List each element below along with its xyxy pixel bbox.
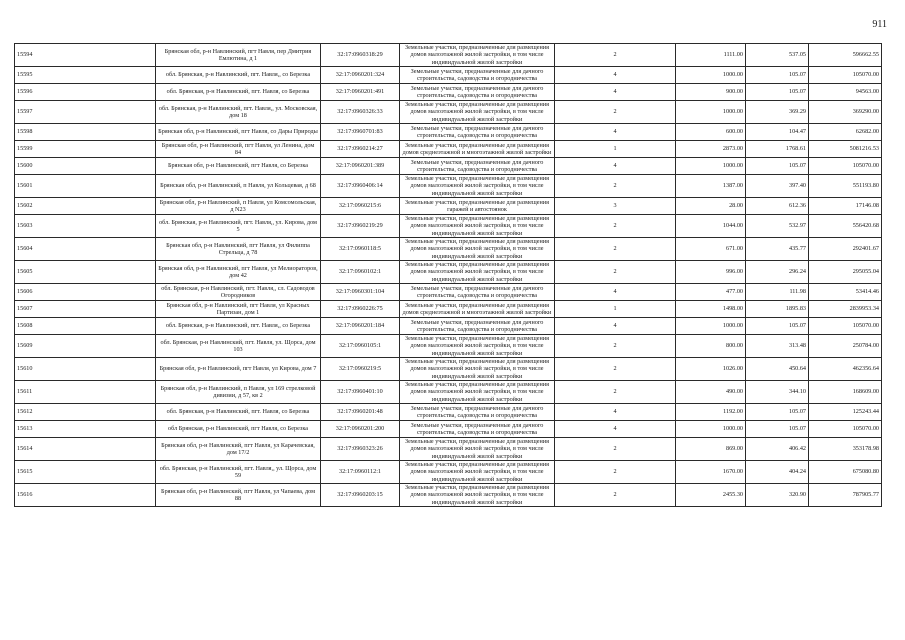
cadastral-number: 32:17:0960301:104	[321, 284, 400, 301]
table-row	[15, 335, 882, 358]
record-id: 15604	[15, 238, 156, 261]
unit-rate: 404.24	[746, 461, 809, 484]
address-cell: обл. Брянская, р-н Навлинский, пгт. Навля,, со Березка	[156, 67, 321, 84]
land-use-type: Земельные участки, предназначенные для дачного строительства, садоводства и огородничества	[400, 84, 555, 101]
cadastral-number: 32:17:0960323:26	[321, 438, 400, 461]
cadastral-value: 94563.00	[809, 84, 882, 101]
address-cell: Брянская обл, р-н Навлинский, пгт Навля, ул Филиппа Стрельца, д 78	[156, 238, 321, 261]
cadastral-value: 551193.80	[809, 175, 882, 198]
unit-rate: 105.07	[746, 84, 809, 101]
record-id: 15615	[15, 461, 156, 484]
cadastral-number: 32:17:0960701:83	[321, 124, 400, 141]
cadastral-number: 32:17:0960406:14	[321, 175, 400, 198]
area-value: 600.00	[676, 124, 746, 141]
category-code: 2	[555, 238, 676, 261]
land-use-type: Земельные участки, предназначенные для размещения домов малоэтажной жилой застройки, в том числе индивидуальной жилой застройки	[400, 461, 555, 484]
unit-rate: 105.07	[746, 404, 809, 421]
table-row	[15, 124, 882, 141]
cadastral-number: 32:17:0960201:48	[321, 404, 400, 421]
land-use-type: Земельные участки, предназначенные для размещения домов малоэтажной жилой застройки, в том числе индивидуальной жилой застройки	[400, 215, 555, 238]
cadastral-value: 353178.98	[809, 438, 882, 461]
record-id: 15600	[15, 158, 156, 175]
land-use-type: Земельные участки, предназначенные для дачного строительства, садоводства и огородничества	[400, 318, 555, 335]
address-cell: обл. Брянская, р-н Навлинский, пгт. Навля,, сл. Садоводов Огородников	[156, 284, 321, 301]
address-cell: Брянская обл, р-н Навлинский, пгт Навля, ул Ленина, дом 84	[156, 141, 321, 158]
table-row	[15, 358, 882, 381]
address-cell: обл. Брянская, р-н Навлинский, пгт. Навля,, со Березка	[156, 318, 321, 335]
unit-rate: 105.07	[746, 158, 809, 175]
address-cell: обл. Брянская, р-н Навлинский, пгт. Навля, со Березка	[156, 404, 321, 421]
cadastral-value: 105070.00	[809, 421, 882, 438]
cadastral-value: 462356.64	[809, 358, 882, 381]
unit-rate: 1895.83	[746, 301, 809, 318]
unit-rate: 369.29	[746, 101, 809, 124]
table-row	[15, 461, 882, 484]
unit-rate: 105.07	[746, 67, 809, 84]
cadastral-value: 292401.67	[809, 238, 882, 261]
land-use-type: Земельные участки, предназначенные для размещения домов среднеэтажной и многоэтажной жилой застройки	[400, 301, 555, 318]
land-use-type: Земельные участки, предназначенные для размещения домов малоэтажной жилой застройки, в том числе индивидуальной жилой застройки	[400, 358, 555, 381]
cadastral-number: 32:17:0960219:29	[321, 215, 400, 238]
cadastral-value: 250784.00	[809, 335, 882, 358]
record-id: 15602	[15, 198, 156, 215]
table-row	[15, 141, 882, 158]
cadastral-number: 32:17:0960118:5	[321, 238, 400, 261]
cadastral-number: 32:17:0960401:10	[321, 381, 400, 404]
table-row	[15, 198, 882, 215]
cadastral-value: 125243.44	[809, 404, 882, 421]
table-row	[15, 261, 882, 284]
record-id: 15603	[15, 215, 156, 238]
cadastral-number: 32:17:0960112:1	[321, 461, 400, 484]
address-cell: Брянская обл, р-н Навлинский, пгт Навля, ул Карачевская, дом 17/2	[156, 438, 321, 461]
record-id: 15613	[15, 421, 156, 438]
unit-rate: 344.10	[746, 381, 809, 404]
unit-rate: 537.05	[746, 44, 809, 67]
category-code: 4	[555, 124, 676, 141]
cadastral-value: 62682.00	[809, 124, 882, 141]
cadastral-number: 32:17:0960201:324	[321, 67, 400, 84]
land-use-type: Земельные участки, предназначенные для дачного строительства, садоводства и огородничества	[400, 284, 555, 301]
land-use-type: Земельные участки, предназначенные для размещения домов малоэтажной жилой застройки, в том числе индивидуальной жилой застройки	[400, 438, 555, 461]
land-use-type: Земельные участки, предназначенные для размещения домов малоэтажной жилой застройки, в том числе индивидуальной жилой застройки	[400, 484, 555, 507]
area-value: 2873.00	[676, 141, 746, 158]
area-value: 28.00	[676, 198, 746, 215]
area-value: 900.00	[676, 84, 746, 101]
area-value: 1026.00	[676, 358, 746, 381]
cadastral-value: 17146.08	[809, 198, 882, 215]
unit-rate: 105.07	[746, 318, 809, 335]
record-id: 15596	[15, 84, 156, 101]
address-cell: Брянская обл, р-н Навлинский, пгт Навля, со Дары Природы	[156, 124, 321, 141]
unit-rate: 450.64	[746, 358, 809, 381]
cadastral-number: 32:17:0960201:389	[321, 158, 400, 175]
table-row	[15, 438, 882, 461]
area-value: 1000.00	[676, 67, 746, 84]
address-cell: Брянская обл, р-н Навлинский, пгт Навля, ул Мелиораторов, дом 42	[156, 261, 321, 284]
category-code: 4	[555, 318, 676, 335]
record-id: 15605	[15, 261, 156, 284]
record-id: 15599	[15, 141, 156, 158]
table-row	[15, 301, 882, 318]
category-code: 4	[555, 404, 676, 421]
area-value: 1044.00	[676, 215, 746, 238]
land-use-type: Земельные участки, предназначенные для дачного строительства, садоводства и огородничества	[400, 404, 555, 421]
record-id: 15611	[15, 381, 156, 404]
table-row	[15, 404, 882, 421]
cadastral-value: 105070.00	[809, 67, 882, 84]
cadastral-value: 787905.77	[809, 484, 882, 507]
category-code: 1	[555, 301, 676, 318]
cadastral-value: 168609.00	[809, 381, 882, 404]
unit-rate: 105.07	[746, 421, 809, 438]
table-row	[15, 421, 882, 438]
record-id: 15606	[15, 284, 156, 301]
category-code: 4	[555, 421, 676, 438]
address-cell: Брянская обл, р-н Навлинский, п Навля, ул Кольцевая, д 68	[156, 175, 321, 198]
area-value: 1670.00	[676, 461, 746, 484]
unit-rate: 296.24	[746, 261, 809, 284]
cadastral-value: 675080.80	[809, 461, 882, 484]
unit-rate: 313.48	[746, 335, 809, 358]
category-code: 2	[555, 101, 676, 124]
record-id: 15607	[15, 301, 156, 318]
category-code: 4	[555, 158, 676, 175]
address-cell: обл. Брянская, р-н Навлинский, пгт. Навля, со Березка	[156, 84, 321, 101]
address-cell: Брянская обл, р-н Навлинский, пгт Навля, ул Кирова, дом 7	[156, 358, 321, 381]
table-row	[15, 67, 882, 84]
unit-rate: 406.42	[746, 438, 809, 461]
cadastral-number: 32:17:0960203:15	[321, 484, 400, 507]
record-id: 15616	[15, 484, 156, 507]
land-use-type: Земельные участки, предназначенные для дачного строительства, садоводства и огородничества	[400, 67, 555, 84]
table-row	[15, 284, 882, 301]
area-value: 1111.00	[676, 44, 746, 67]
table-row	[15, 215, 882, 238]
cadastral-value: 369290.00	[809, 101, 882, 124]
category-code: 2	[555, 215, 676, 238]
cadastral-value-table	[14, 43, 882, 507]
category-code: 4	[555, 67, 676, 84]
cadastral-value: 105070.00	[809, 318, 882, 335]
cadastral-value: 2839953.34	[809, 301, 882, 318]
address-cell: обл. Брянская, р-н Навлинский, пгт. Навля,, ул. Московская, дом 18	[156, 101, 321, 124]
cadastral-number: 32:17:0960201:491	[321, 84, 400, 101]
address-cell: Брянская обл, р-н Навлинский, пгт Навля, ул Красных Партизан, дом 1	[156, 301, 321, 318]
unit-rate: 320.90	[746, 484, 809, 507]
record-id: 15612	[15, 404, 156, 421]
category-code: 2	[555, 44, 676, 67]
land-use-type: Земельные участки, предназначенные для размещения домов малоэтажной жилой застройки, в том числе индивидуальной жилой застройки	[400, 381, 555, 404]
cadastral-number: 32:17:0960105:1	[321, 335, 400, 358]
cadastral-number: 32:17:0960226:75	[321, 301, 400, 318]
cadastral-number: 32:17:0960201:200	[321, 421, 400, 438]
record-id: 15610	[15, 358, 156, 381]
record-id: 15598	[15, 124, 156, 141]
category-code: 2	[555, 438, 676, 461]
area-value: 490.00	[676, 381, 746, 404]
unit-rate: 397.40	[746, 175, 809, 198]
land-use-type: Земельные участки, предназначенные для размещения домов малоэтажной жилой застройки, в том числе индивидуальной жилой застройки	[400, 175, 555, 198]
land-use-type: Земельные участки, предназначенные для размещения домов среднеэтажной и многоэтажной жилой застройки	[400, 141, 555, 158]
table-row	[15, 175, 882, 198]
address-cell: Брянская обл, р-н Навлинский, п Навля, ул Комсомольская, д N23	[156, 198, 321, 215]
cadastral-value: 53414.46	[809, 284, 882, 301]
land-use-type: Земельные участки, предназначенные для размещения домов малоэтажной жилой застройки, в том числе индивидуальной жилой застройки	[400, 238, 555, 261]
area-value: 2455.30	[676, 484, 746, 507]
cadastral-number: 32:17:0960215:6	[321, 198, 400, 215]
area-value: 1000.00	[676, 158, 746, 175]
address-cell: обл. Брянская, р-н Навлинский, пгт. Навля, ул. Щорса, дом 103	[156, 335, 321, 358]
table-row	[15, 381, 882, 404]
table-row	[15, 484, 882, 507]
area-value: 477.00	[676, 284, 746, 301]
area-value: 869.00	[676, 438, 746, 461]
cadastral-value: 5081216.53	[809, 141, 882, 158]
land-use-type: Земельные участки, предназначенные для размещения домов малоэтажной жилой застройки, в том числе индивидуальной жилой застройки	[400, 44, 555, 67]
record-id: 15608	[15, 318, 156, 335]
area-value: 1000.00	[676, 101, 746, 124]
unit-rate: 111.98	[746, 284, 809, 301]
area-value: 1000.00	[676, 318, 746, 335]
land-use-type: Земельные участки, предназначенные для дачного строительства, садоводства и огородничества	[400, 124, 555, 141]
record-id: 15597	[15, 101, 156, 124]
table-row	[15, 84, 882, 101]
unit-rate: 104.47	[746, 124, 809, 141]
category-code: 2	[555, 175, 676, 198]
cadastral-number: 32:17:0960201:184	[321, 318, 400, 335]
land-use-type: Земельные участки, предназначенные для размещения домов малоэтажной жилой застройки, в том числе индивидуальной жилой застройки	[400, 261, 555, 284]
category-code: 4	[555, 84, 676, 101]
address-cell: обл. Брянская, р-н Навлинский, пгт. Навля,, ул. Щорса, дом 59	[156, 461, 321, 484]
category-code: 1	[555, 141, 676, 158]
record-id: 15595	[15, 67, 156, 84]
unit-rate: 435.77	[746, 238, 809, 261]
address-cell: Брянская обл, р-н Навлинский, п Навля, ул 169 стрелковой дивизии, д 57, кв 2	[156, 381, 321, 404]
cadastral-value: 105070.00	[809, 158, 882, 175]
land-use-type: Земельные участки, предназначенные для размещения домов малоэтажной жилой застройки, в том числе индивидуальной жилой застройки	[400, 335, 555, 358]
area-value: 1498.00	[676, 301, 746, 318]
table-row	[15, 44, 882, 67]
cadastral-number: 32:17:0960102:1	[321, 261, 400, 284]
area-value: 1192.00	[676, 404, 746, 421]
cadastral-number: 32:17:0960326:33	[321, 101, 400, 124]
address-cell: обл. Брянская, р-н Навлинский, пгт. Навля,, ул. Кирова, дом 5	[156, 215, 321, 238]
cadastral-number: 32:17:0960219:5	[321, 358, 400, 381]
category-code: 2	[555, 381, 676, 404]
land-use-type: Земельные участки, предназначенные для дачного строительства, садоводства и огородничества	[400, 158, 555, 175]
category-code: 2	[555, 484, 676, 507]
area-value: 1000.00	[676, 421, 746, 438]
record-id: 15609	[15, 335, 156, 358]
table-row	[15, 101, 882, 124]
area-value: 800.00	[676, 335, 746, 358]
address-cell: Брянская обл, р-н Навлинский, пгт Навля, со Березка	[156, 158, 321, 175]
record-id: 15601	[15, 175, 156, 198]
category-code: 2	[555, 335, 676, 358]
unit-rate: 532.97	[746, 215, 809, 238]
unit-rate: 1768.61	[746, 141, 809, 158]
category-code: 3	[555, 198, 676, 215]
category-code: 2	[555, 261, 676, 284]
table-row	[15, 158, 882, 175]
area-value: 1387.00	[676, 175, 746, 198]
address-cell: Брянская обл, р-н Навлинский, пгт Навля, ул Чапаева, дом 88	[156, 484, 321, 507]
address-cell: Брянская обл, р-н Навлинский, пгт Навля, пер Дмитрия Емлютина, д 1	[156, 44, 321, 67]
page-number: 911	[872, 19, 887, 30]
land-use-type: Земельные участки, предназначенные для размещения гаражей и автостоянок	[400, 198, 555, 215]
area-value: 996.00	[676, 261, 746, 284]
table-row	[15, 318, 882, 335]
cadastral-number: 32:17:0960318:29	[321, 44, 400, 67]
record-id: 15594	[15, 44, 156, 67]
record-id: 15614	[15, 438, 156, 461]
cadastral-value: 596662.55	[809, 44, 882, 67]
category-code: 2	[555, 461, 676, 484]
cadastral-number: 32:17:0960214:27	[321, 141, 400, 158]
area-value: 671.00	[676, 238, 746, 261]
cadastral-value: 295055.04	[809, 261, 882, 284]
cadastral-value: 556420.68	[809, 215, 882, 238]
land-use-type: Земельные участки, предназначенные для дачного строительства, садоводства и огородничества	[400, 421, 555, 438]
land-use-type: Земельные участки, предназначенные для размещения домов малоэтажной жилой застройки, в том числе индивидуальной жилой застройки	[400, 101, 555, 124]
unit-rate: 612.36	[746, 198, 809, 215]
category-code: 2	[555, 358, 676, 381]
table-row	[15, 238, 882, 261]
table-body	[15, 44, 882, 507]
category-code: 4	[555, 284, 676, 301]
address-cell: обл Брянская, р-н Навлинский, пгт Навля, со Березка	[156, 421, 321, 438]
